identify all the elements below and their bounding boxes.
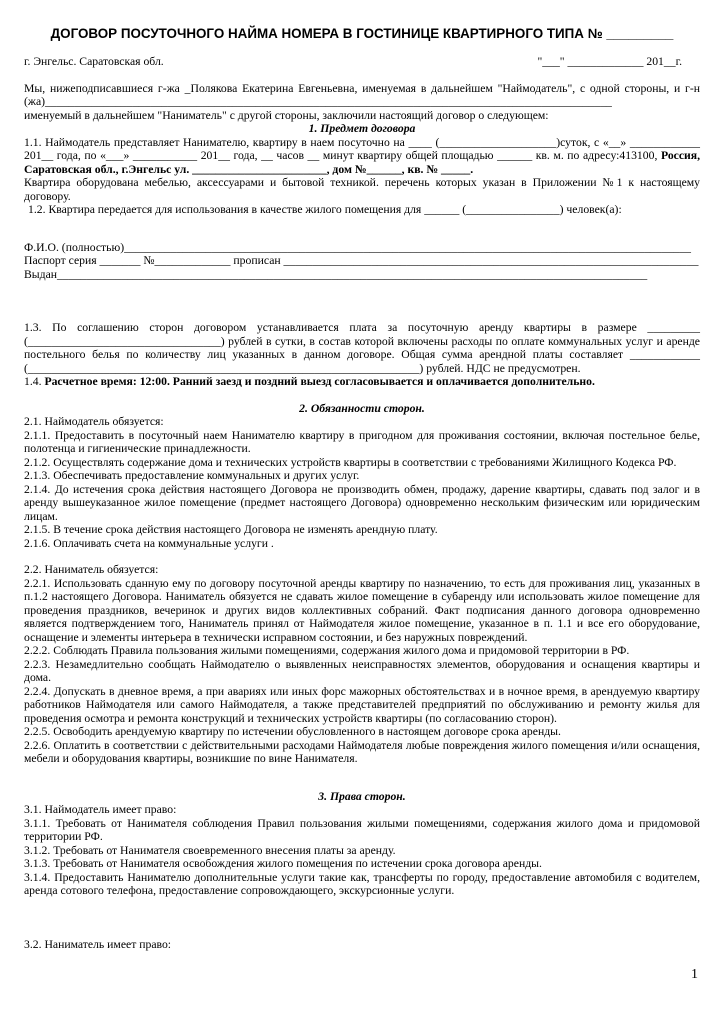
clause-1-1: 1.1. Наймодатель представляет Нанимателю, квартиру в наем посуточно на ____ (____________________)суток, с «__» ____________ 201__ года, по «___» ___________ 201__ года, __ часов __ минут квартиру общей площадью ______ кв. м. по адресу:413100, Россия, Саратовская обл., г.Энгельс ул. _______________________, дом №______, кв. № _____. — [24, 135, 701, 176]
passport-line: Паспорт серия _______ №_____________ прописан _______________________________________________________________________ — [24, 254, 699, 267]
clause-1-4: 1.4. Расчетное время: 12:00. Ранний заезд и поздний выезд согласовывается и оплачивается дополнительно. — [24, 375, 595, 388]
page-number: 1 — [691, 967, 698, 982]
clause: 3.1.2. Требовать от Нанимателя своевременного внесения платы за аренду. — [24, 843, 396, 857]
clause-3-2: 3.2. Наниматель имеет право: — [24, 937, 172, 951]
clause: 3.1.3. Требовать от Нанимателя освобождения жилого помещения по истечении срока договора аренды. — [24, 857, 542, 870]
clause-1-2: 1.2. Квартира передается для использования в качестве жилого помещения для ______ (________________) человек(а): — [28, 203, 622, 216]
section-heading: 1. Предмет договора — [308, 122, 416, 135]
clause-1-1-equipment: Квартира оборудована мебелью, аксессуарами и бытовой техникой. перечень которых указан в Приложении №1 к настоящему договору. — [24, 176, 700, 203]
section-heading: 3. Права сторон. — [318, 789, 406, 803]
intro-paragraph: Мы, нижеподписавшиеся г-жа _Полякова Екатерина Евгеньевна, именуемая в дальнейшем "Наймодатель", с одной стороны, и г-н (жа)_________________________________________________________________________________________________ — [24, 81, 700, 108]
clause: 2.2.5. Освободить арендуемую квартиру по истечении обусловленного в настоящем договоре срока аренды. — [24, 725, 561, 738]
document-body — [24, 55, 700, 951]
clause-1-3: 1.3. По соглашению сторон договором устанавливается плата за посуточную аренду квартиры в размере _________ (_________________________________) рублей в сутки, в состав которой включены расходы по оплате коммунальных услуг и аренде постельного белья по количеству лиц указанных в данном договоре. Общая сумма арендной платы составляет ____________ (___________________________________________________________________) рублей. НДС не предусмотрен. — [24, 321, 700, 375]
clause: 3.1. Наймодатель имеет право: — [24, 803, 177, 816]
clause: 2.2.3. Незамедлительно сообщать Наймодателю о выявленных неисправностях элементов, оборудования и оснащения квартиры и дома. — [24, 657, 700, 684]
clause: 2.1.6. Оплачивать счета на коммунальные услуги . — [24, 536, 274, 550]
clause: 3.1.4. Предоставить Нанимателю дополнительные услуги такие как, трансферты по городу, предоставление автомобиля с водителем, аренда сотового телефона, предоставление сопровождающего, экскурсионные услуги. — [24, 870, 700, 897]
clause: 2.2. Наниматель обязуется: — [24, 563, 159, 576]
clause: 2.1.5. В течение срока действия настоящего Договора не изменять арендную плату. — [24, 523, 438, 536]
document-title: ДОГОВОР ПОСУТОЧНОГО НАЙМА НОМЕРА В ГОСТИНИЦЕ КВАРТИРНОГО ТИПА № _________ — [50, 26, 674, 41]
clause: 2.2.1. Использовать сданную ему по договору посуточной аренды квартиру по назначению, то есть для проживания лиц, указанных в п.1.2 настоящего Договора. Наниматель обязуется не сдавать жилое помещение в субаренду или использовать жилое помещение для проведения праздников, вечеринок и других видов коллективных собраний. Факт подписания данного договора одновременно является подтверждением того, Наниматель принял от Наймодателя жилое помещение, указанное в п. 1.1 и все его оборудование, оснащение и элементы интерьера в технически исправном состоянии, и без наружных повреждений. — [24, 576, 700, 644]
city: г. Энгельс. Саратовская обл. — [24, 55, 164, 68]
city-date-row — [24, 55, 700, 69]
fio-line: Ф.И.О. (полностью)_________________________________________________________________________________________________ — [24, 240, 691, 254]
clause: 2.1. Наймодатель обязуется: — [24, 415, 164, 428]
clause: 2.1.4. До истечения срока действия настоящего Договора не производить обмен, продажу, дарение квартиры, сдавать под залог и в аренду вышеуказанное жилое помещение (предмет настоящего Договора) одновременно нескольким физическим или юридическим лицам. — [24, 482, 700, 523]
clause: 2.2.6. Оплатить в соответствии с действительными расходами Наймодателя любые повреждения жилого помещения и/или оснащения, мебели и оборудования квартиры, возникшие по вине Нанимателя. — [24, 738, 700, 765]
section-heading: 2. Обязанности сторон. — [299, 401, 425, 415]
intro-paragraph: именуемый в дальнейшем "Наниматель" с другой стороны, заключили настоящий договор о следующем: — [24, 108, 549, 122]
clause: 3.1.1. Требовать от Нанимателя соблюдения Правил пользования жилыми помещениями, содержания жилого дома и придомовой территории РФ. — [24, 816, 700, 843]
issued-line: Выдан_____________________________________________________________________________________________________ — [24, 267, 648, 281]
clause: 2.1.1. Предоставить в посуточный наем Нанимателю квартиру в пригодном для проживания состоянии, включая постельное белье, полотенца и гигиенические принадлежности. — [24, 428, 700, 455]
clause: 2.1.3. Обеспечивать предоставление коммунальных и других услуг. — [24, 469, 360, 482]
clause: 2.1.2. Осуществлять содержание дома и технических устройств квартиры в соответствии с требованиями Жилищного Кодекса РФ. — [24, 455, 677, 469]
contract-date: "___" _____________ 201__г. — [537, 55, 682, 68]
clause: 2.2.4. Допускать в дневное время, а при авариях или иных форс мажорных обстоятельствах и в ночное время, в арендуемую квартиру работников Наймодателя или самого Наймодателя, а также представителей предприятий по обслуживанию и ремонту жилья для проведения осмотра и ремонта конструкций и технических устройств квартиры (по согласованию сторон). — [24, 684, 700, 725]
clause: 2.2.2. Соблюдать Правила пользования жилыми помещениями, содержания жилого дома и придомовой территории в РФ. — [24, 644, 630, 657]
